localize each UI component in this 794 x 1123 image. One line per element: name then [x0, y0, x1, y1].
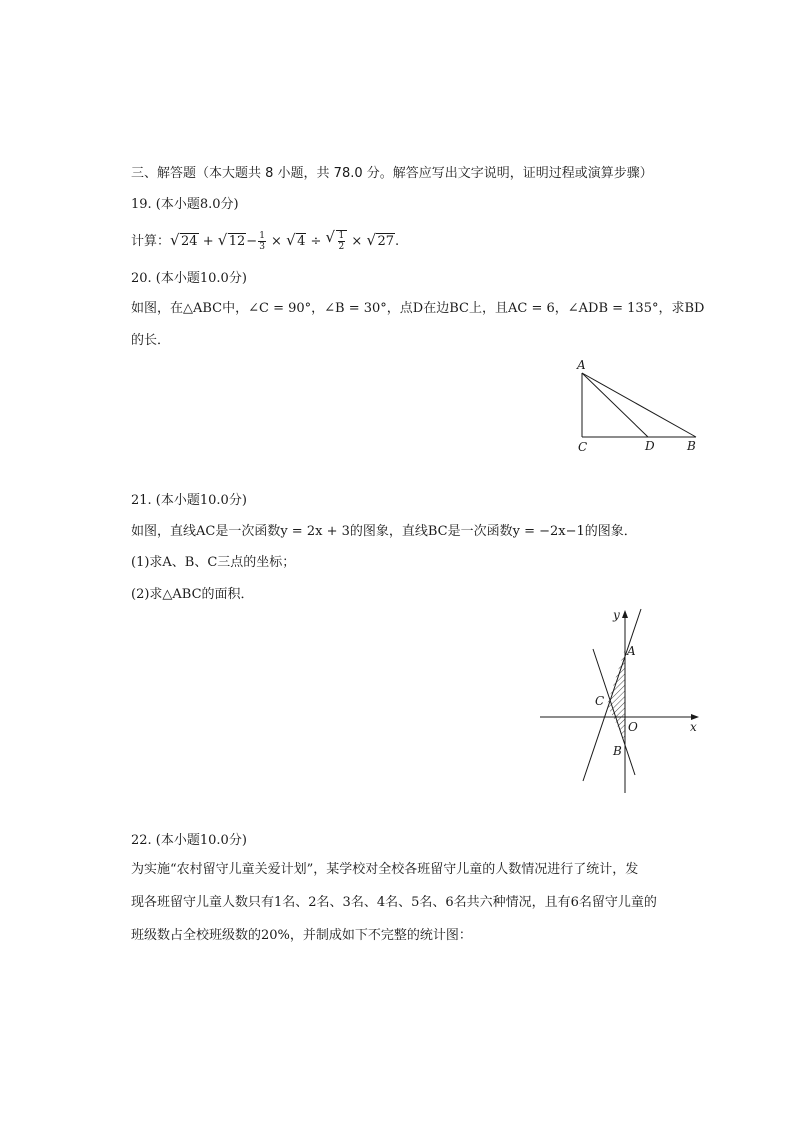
label-b: B — [687, 439, 696, 453]
question-21-text-line1: 如图，直线AC是一次函数y = 2x + 3的图象，直线BC是一次函数y = −2x−1的图象． — [131, 524, 637, 539]
coordinate-figure — [535, 605, 705, 800]
sqrt-4: √ 4 — [287, 233, 306, 251]
label-a: A — [577, 358, 586, 372]
label-d: D — [645, 439, 655, 453]
question-19-header: 19. (本小题8.0分) — [131, 197, 239, 212]
sqrt-27: √ 27 — [367, 233, 395, 251]
question-21-part2: (2)求△ABC的面积． — [131, 587, 254, 602]
sqrt-half — [327, 230, 348, 252]
sqrt-24: √ 24 — [171, 233, 199, 251]
triangle-figure — [570, 355, 705, 455]
label-c: C — [578, 440, 588, 454]
label-a: A — [627, 644, 636, 658]
segment-ab — [582, 373, 696, 437]
y-axis-arrow-icon — [622, 610, 628, 618]
line-ac — [583, 609, 641, 781]
question-20-text-line1: 如图，在△ABC中，∠C = 90°，∠B = 30°，点D在边BC上，且AC = 6，∠ADB = 135°，求BD — [131, 301, 705, 316]
question-19-lead: 计算： — [131, 234, 171, 249]
question-20-text-line2: 的长． — [131, 333, 171, 348]
question-22-text-line3: 班级数占全校班级数的20%，并制成如下不完整的统计图： — [131, 928, 472, 943]
question-22-text-line1: 为实施“农村留守儿童关爱计划”，某学校对全校各班留守儿童的人数情况进行了统计，发 — [131, 862, 639, 877]
sqrt-12: √ 12 — [219, 233, 247, 251]
label-b: B — [613, 744, 622, 758]
fraction-one-third: $\frac{1}{3}$ — [259, 231, 265, 252]
section-title: 三、解答题（本大题共 8 小题，共 78.0 分。解答应写出文字说明，证明过程或演算步骤） — [131, 166, 653, 181]
question-22-text-line2: 现各班留守儿童人数只有1名、2名、3名、4名、5名、6名共六种情况，且有6名留守儿童的 — [131, 895, 657, 910]
label-y: y — [613, 608, 620, 622]
question-21-header: 21. (本小题10.0分) — [131, 493, 247, 508]
label-c: C — [595, 694, 605, 708]
label-o: O — [628, 720, 638, 734]
question-19-expression: 计算：√ 24 + √ 12− $\frac{1}{3}$ × √ 4 ÷ √ $\frac{1}{2}$ × √ 27. — [131, 230, 399, 252]
label-x: x — [690, 720, 697, 734]
question-21-part1: (1)求A、B、C三点的坐标； — [131, 555, 296, 570]
shaded-triangle — [607, 649, 625, 741]
fraction-one-half: √ $\frac{1}{2}$ — [338, 231, 345, 252]
question-20-header: 20. (本小题10.0分) — [131, 271, 247, 286]
question-22-header: 22. (本小题10.0分) — [131, 833, 247, 848]
